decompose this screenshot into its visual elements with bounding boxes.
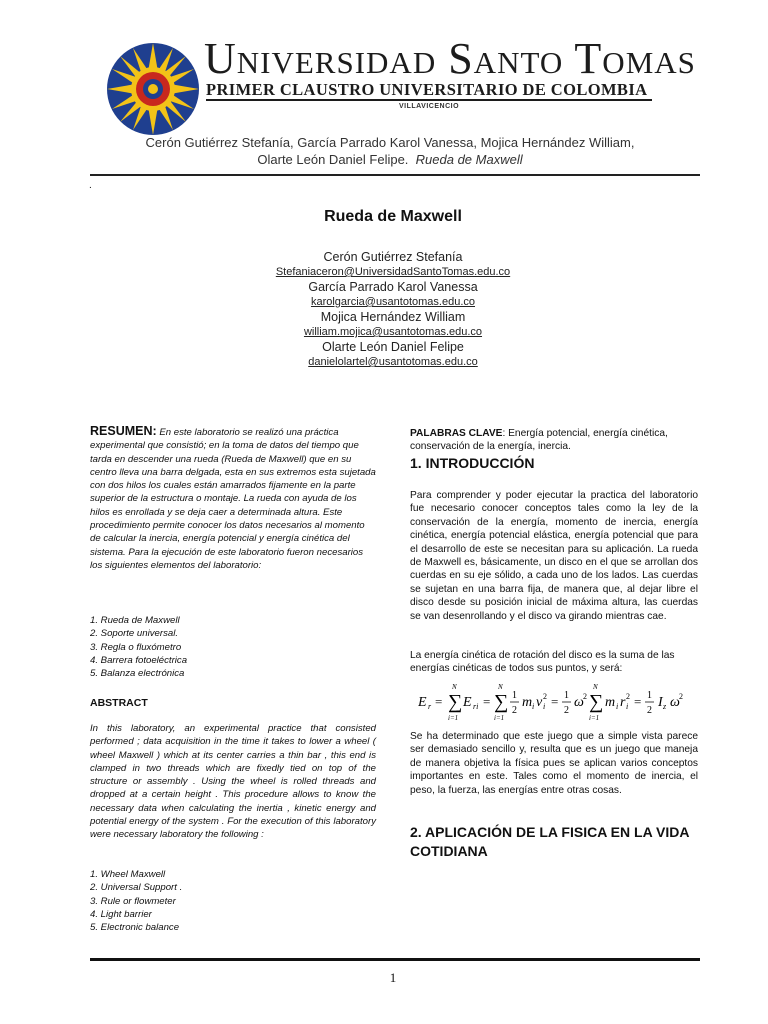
eq-symbol: 2 [543, 692, 547, 701]
eq-symbol: 2 [583, 692, 587, 701]
eq-symbol: i=1 [448, 714, 459, 722]
eq-symbol: i [626, 702, 629, 711]
eq-symbol: m [522, 695, 533, 710]
eq-symbol: = [634, 694, 642, 709]
eq-symbol: E [463, 695, 472, 710]
eq-symbol: 2 [626, 692, 630, 701]
eq-symbol: E [418, 695, 427, 710]
resumen-heading: RESUMEN: [90, 424, 157, 438]
eq-symbol: 1 [564, 690, 569, 701]
list-item: 3. Rule or flowmeter [90, 895, 176, 907]
eq-symbol: 1 [647, 690, 652, 701]
resumen-paragraph [90, 425, 376, 572]
keywords-text: : Energía potencial, energía cinética, conservación de la energía, inercia. [410, 428, 668, 453]
section-heading-application: 2. APLICACIÓN DE LA FISICA EN LA VIDA COTIDIANA [410, 824, 689, 859]
intro-paragraph-2: La energía cinética de rotación del disco es la suma de las energías cinéticas de todos sus puntos, y será: [410, 650, 675, 675]
eq-symbol: 2 [512, 705, 517, 716]
list-item: 5. Balanza electrónica [90, 668, 185, 680]
author-name: Cerón Gutiérrez Stefanía [323, 250, 463, 264]
eq-symbol: 2 [679, 692, 683, 701]
intro-paragraph-3: Se ha determinado que este juego que a simple vista parece ser demasiado sencillo y, resulta que es un juego que maneja de manera objetiva la física pues se aplican varios conceptos importantes en este. Tales como el momento de inercia, el peso, la fuerza, las energías entre otras cosas. [410, 731, 698, 796]
top-divider [90, 174, 700, 176]
eq-symbol: i [532, 702, 535, 711]
running-authors-last: Olarte León Daniel Felipe. [257, 152, 409, 167]
page-number: 1 [389, 970, 397, 985]
author-email[interactable]: danielolartel@usantotomas.edu.co [308, 356, 478, 368]
list-item: 2. Soporte universal. [90, 628, 178, 640]
eq-symbol: N [452, 683, 457, 691]
authors-block [180, 250, 606, 370]
keywords-paragraph [410, 427, 698, 454]
eq-symbol: i [616, 702, 619, 711]
eq-sum-sign: ∑ [448, 691, 463, 713]
eq-symbol: ω [670, 695, 680, 710]
eq-symbol: i=1 [589, 714, 600, 722]
author-name: García Parrado Karol Vanessa [308, 280, 478, 294]
list-item: 4. Barrera fotoeléctrica [90, 654, 188, 666]
eq-symbol: = [551, 694, 559, 709]
eq-symbol: 1 [512, 690, 517, 701]
author-email[interactable]: karolgarcia@usantotomas.edu.co [310, 296, 476, 308]
eq-symbol: = [435, 694, 443, 709]
list-item: 1. Rueda de Maxwell [90, 615, 180, 626]
list-item: 1. Wheel Maxwell [90, 869, 166, 880]
eq-symbol: ω [574, 695, 584, 710]
eq-sum-sign: ∑ [589, 691, 604, 713]
author-name: Mojica Hernández William [320, 310, 466, 324]
section-heading-introduction: 1. INTRODUCCIÓN [410, 455, 535, 471]
header-divider [206, 99, 652, 101]
list-item: 2. Universal Support . [90, 882, 183, 894]
resumen-text: En este laboratorio se realizó una práctica experimental que consistió; en la toma de datos del tiempo que tarda en descender una rueda (Rueda de Maxwell) que en su centro lleva una barra delgada, esta en sus extremos esta sujetada con dos hilos los cuales están amarrados fijamente en la parte superior de la estructura o montaje. La rueda con ayuda de los hilos es enrollada y se deja caer a determinada altura. Este procedimiento permite conocer los datos necesarios al momento de calcular la inercia, energía potencial y energía cinética del sistema. Para la ejecución de este laboratorio fueron necesarios los siguientes elementos del laboratorio: [90, 427, 376, 571]
eq-symbol: r [428, 702, 432, 711]
abstract-heading: ABSTRACT [90, 697, 148, 709]
keywords-label: PALABRAS CLAVE [410, 428, 503, 439]
eq-symbol: r [620, 695, 626, 710]
eq-symbol: i [543, 702, 546, 711]
university-seal-logo [106, 42, 200, 136]
rotational-energy-equation [418, 682, 692, 722]
author-email[interactable]: Stefaniaceron@UniversidadSantoTomas.edu.co [275, 266, 511, 278]
eq-symbol: 2 [564, 705, 569, 716]
eq-symbol: N [593, 683, 598, 691]
eq-symbol: = [483, 694, 491, 709]
eq-symbol: z [663, 702, 667, 711]
eq-symbol: ri [473, 702, 479, 711]
list-item: 5. Electronic balance [90, 922, 180, 934]
university-name: Universidad Santo Tomas [204, 34, 696, 83]
abstract-text: In this laboratory, an experimental practice that consisted performed ; data acquisition in the time it takes to lower a wheel ( wheel Maxwell ) which at its center carries a thin bar , this end is clamped in two threads which are fixedly tied on top of the structure or assembly . Using the wheel is rolled threads and dropped at a certain height . This procedure allows to know the necessary data when calculating the inertia , kinetic energy and potential energy of the system . For the execution of this laboratory were necessary laboratory the following : [90, 723, 376, 841]
eq-symbol: I [658, 695, 663, 710]
running-title: Rueda de Maxwell [415, 152, 523, 167]
university-city: VILLAVICENCIO [398, 103, 460, 110]
author-email[interactable]: william.mojica@usantotomas.edu.co [303, 326, 483, 338]
stray-dot: . [89, 180, 92, 191]
list-item: 3. Regla o fluxómetro [90, 641, 182, 653]
resumen-list [90, 614, 376, 680]
running-authors-line-1: Cerón Gutiérrez Stefanía, García Parrado Karol Vanessa, Mojica Hernández William, [145, 135, 635, 150]
university-subtitle: PRIMER CLAUSTRO UNIVERSITARIO DE COLOMBIA [206, 80, 648, 99]
abstract-list [90, 868, 376, 934]
eq-symbol: i=1 [494, 714, 505, 722]
list-item: 4. Light barrier [90, 908, 152, 920]
running-authors-line-2 [90, 151, 690, 168]
eq-symbol: N [498, 683, 503, 691]
intro-paragraph-1: Para comprender y poder ejecutar la practica del laboratorio fue necesario conocer conceptos tales como la ley de la conservación de la energía, momento de inercia, energía cinética, energía potencial elástica, energía potencial que para el desarrollo de este se necesitan para su aplicación. La rueda de Maxwell es, básicamente, un disco en el que se arrollan dos cuerdas en su eje sólido, a cada uno de los lados. Las cuerdas se sujetan en una barra fija, de manera que, al dejar libre el disco desde su posición inicial de máxima altura, las cuerdas se van desenrollando y el disco va girando mientras cae. [410, 490, 698, 622]
eq-sum-sign: ∑ [494, 691, 509, 713]
eq-symbol: m [605, 695, 616, 710]
eq-symbol: v [536, 695, 543, 710]
bottom-divider [90, 958, 700, 961]
paper-title: Rueda de Maxwell [324, 208, 462, 225]
eq-symbol: 2 [647, 705, 652, 716]
author-name: Olarte León Daniel Felipe [322, 340, 464, 354]
